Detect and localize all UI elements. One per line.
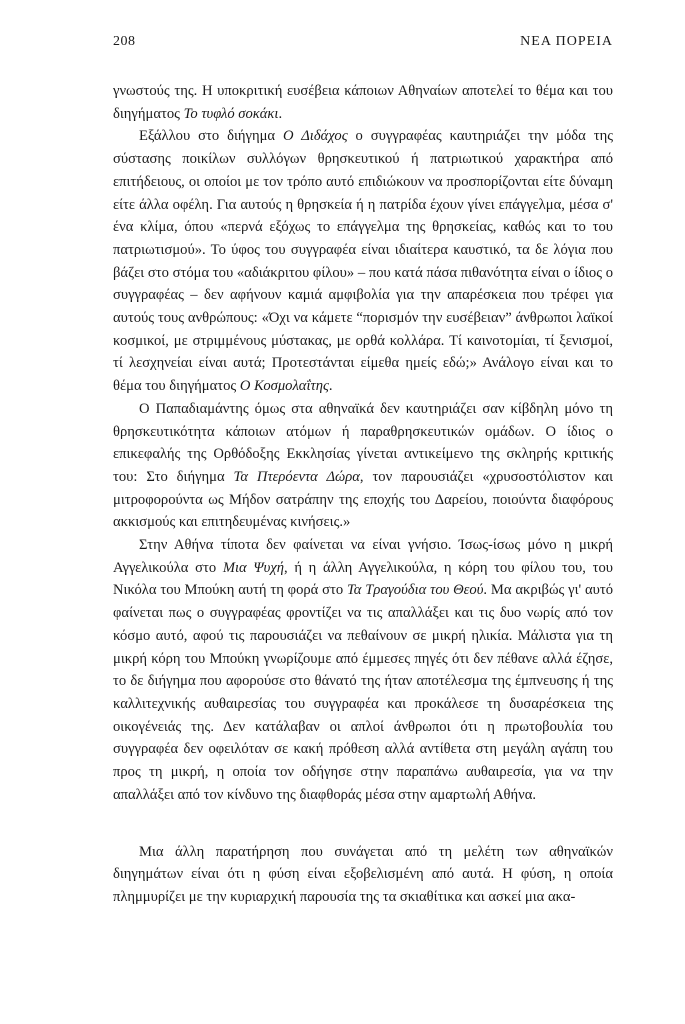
italic-title: Μια Ψυχή [222, 559, 285, 576]
italic-title: Το τυφλό σοκάκι [183, 105, 279, 122]
text-run: , ή η άλλη Αγγελικούλα, η κόρη του φίλου του, του Νικόλα του Μπούκη αυτή τη φορά στο [113, 559, 613, 599]
text-run: . Μα ακριβώς γι' αυτό φαίνεται πως ο συγγραφέας φροντίζει να τις απαλλάξει και τις δυο νωρίς από τον κόσμο αυτό, αφού τις παρουσιάζει να πεθαίνουν σε μικρή ηλικία. Μάλιστα για τη μικρή κόρη του Μπούκη γνωρίζουμε από έμμεσες πηγές ότι δεν πέθανε αλλά έζησε, το δε διήγημα που αφορούσε στο θάνατό της ήταν αποτέλεσμα της έμπνευσης ή της καλλιτεχνικής αυθαιρεσίας του συγγραφέα και προκάλεσε τη δυσαρέσκεια της οικογένειάς της. Δεν κατάλαβαν οι απλοί άνθρωποι ότι η πρωτοβουλία του συγγραφέα δεν οφειλόταν σε κακή πρόθεση αλλά αντίθετα στη μεγάλη αγάπη του προς τη μικρή, η οποία τον οδήγησε στην παραπάνω αυθαιρεσία, για να την απαλλάξει από τον κίνδυνο της διαφθοράς μέσα στην αμαρτωλή Αθήνα. [113, 582, 613, 803]
paragraph-continuation [113, 80, 613, 125]
paragraph-didachos [113, 125, 613, 397]
italic-title: Τα Τραγούδια του Θεού [347, 582, 484, 599]
paragraph-church-critique [113, 398, 613, 534]
running-header [113, 34, 613, 54]
text-run: Ο Παπαδιαμάντης όμως στα αθηναϊκά δεν καυτηριάζει σαν κίβδηλη μόνο τη θρησκευτικότητα κάποιων ατόμων ή παραθρησκευτικών ομάδων. Ο ίδιος ο επικεφαλής της Ορθόδοξης Εκκλησίας γίνεται αντικείμενο της σκληρής κριτικής του: Στο διήγημα [113, 400, 613, 485]
text-run: ο συγγραφέας καυτηριάζει την μόδα της σύστασης ποικίλων συλλόγων θρησκευτικού ή πατριωτικού χαρακτήρα από επιτήδειους, οι οποίοι με τον τρόπο αυτό επιδιώκουν να προσπορίζονται είτε δύναμη είτε άλλα οφέλη. Για αυτούς η θρησκεία ή η πατρίδα έχουν γίνει επάγγελμα, μέσα σ' ένα κλίμα, όπου «περνά εξόχως το επάγγελμα της θρησκείας, καθώς και το του πατριωτισμού». Το ύφος του συγγραφέα είναι ιδιαίτερα καυστικό, τα δε λόγια που βάζει στο στόμα του «αδιάκριτου φίλου» – που κατά πάσα πιθανότητα είναι ο ίδιος ο συγγραφέας – δεν αφήνουν καμιά αμφιβολία για την απαρέσκεια που τρέφει για αυτούς τους ανθρώπους: «Όχι να κάμετε “πορισμόν την ευσέβειαν” άνθρωποι λαϊκοί κοσμικοί, με στριμμένους μύστακας, με ορθά κολλάρα. Τί καινοτομίαι, τί ξενισμοί, τί λεσχηνείαι είναι αυτά; Προτεστάνται είμεθα ημείς εδώ;» Ανάλογο είναι και το θέμα του διηγήματος [113, 128, 613, 395]
paragraph-angelikoula [113, 534, 613, 806]
italic-title: Τα Πτερόεντα Δώρα [233, 468, 360, 485]
text-run: , τον παρουσιάζει «χρυσοστόλιστον και μιτροφορούντα ως Μήδον σατράπην της εποχής του Δαρείου, ποιούντα διαφόρους ακκισμούς και επιτηδευμένας κινήσεις.» [113, 468, 614, 531]
italic-title: Ο Διδάχος [283, 128, 348, 145]
text-run: Μια άλλη παρατήρηση που συνάγεται από τη μελέτη των αθηναϊκών διηγημάτων είναι ότι η φύση είναι εξοβελισμένη από αυτά. Η φύση, η οποία πλημμυρίζει με την κυριαρχική παρουσία της τα σκιαθίτικα και ασκεί μια ακα- [113, 843, 613, 905]
italic-title: Ο Κοσμολαΐτης [239, 378, 329, 395]
text-run: Στην Αθήνα τίποτα δεν φαίνεται να είναι γνήσιο. Ίσως-ίσως μόνο η μικρή Αγγελικούλα στο [113, 537, 613, 576]
text-run: Εξάλλου στο διήγημα [139, 128, 284, 145]
text-run: γνωστούς της. Η υποκριτική ευσέβεια κάποιων Αθηναίων αποτελεί το θέμα και του διηγήματος [113, 83, 613, 122]
article-body [113, 80, 613, 909]
journal-title: ΝΕΑ ΠΟΡΕΙΑ [520, 34, 613, 49]
paragraph-nature [113, 841, 613, 909]
text-run: . [278, 105, 283, 122]
page-number: 208 [113, 34, 136, 49]
text-run: . [328, 378, 333, 395]
